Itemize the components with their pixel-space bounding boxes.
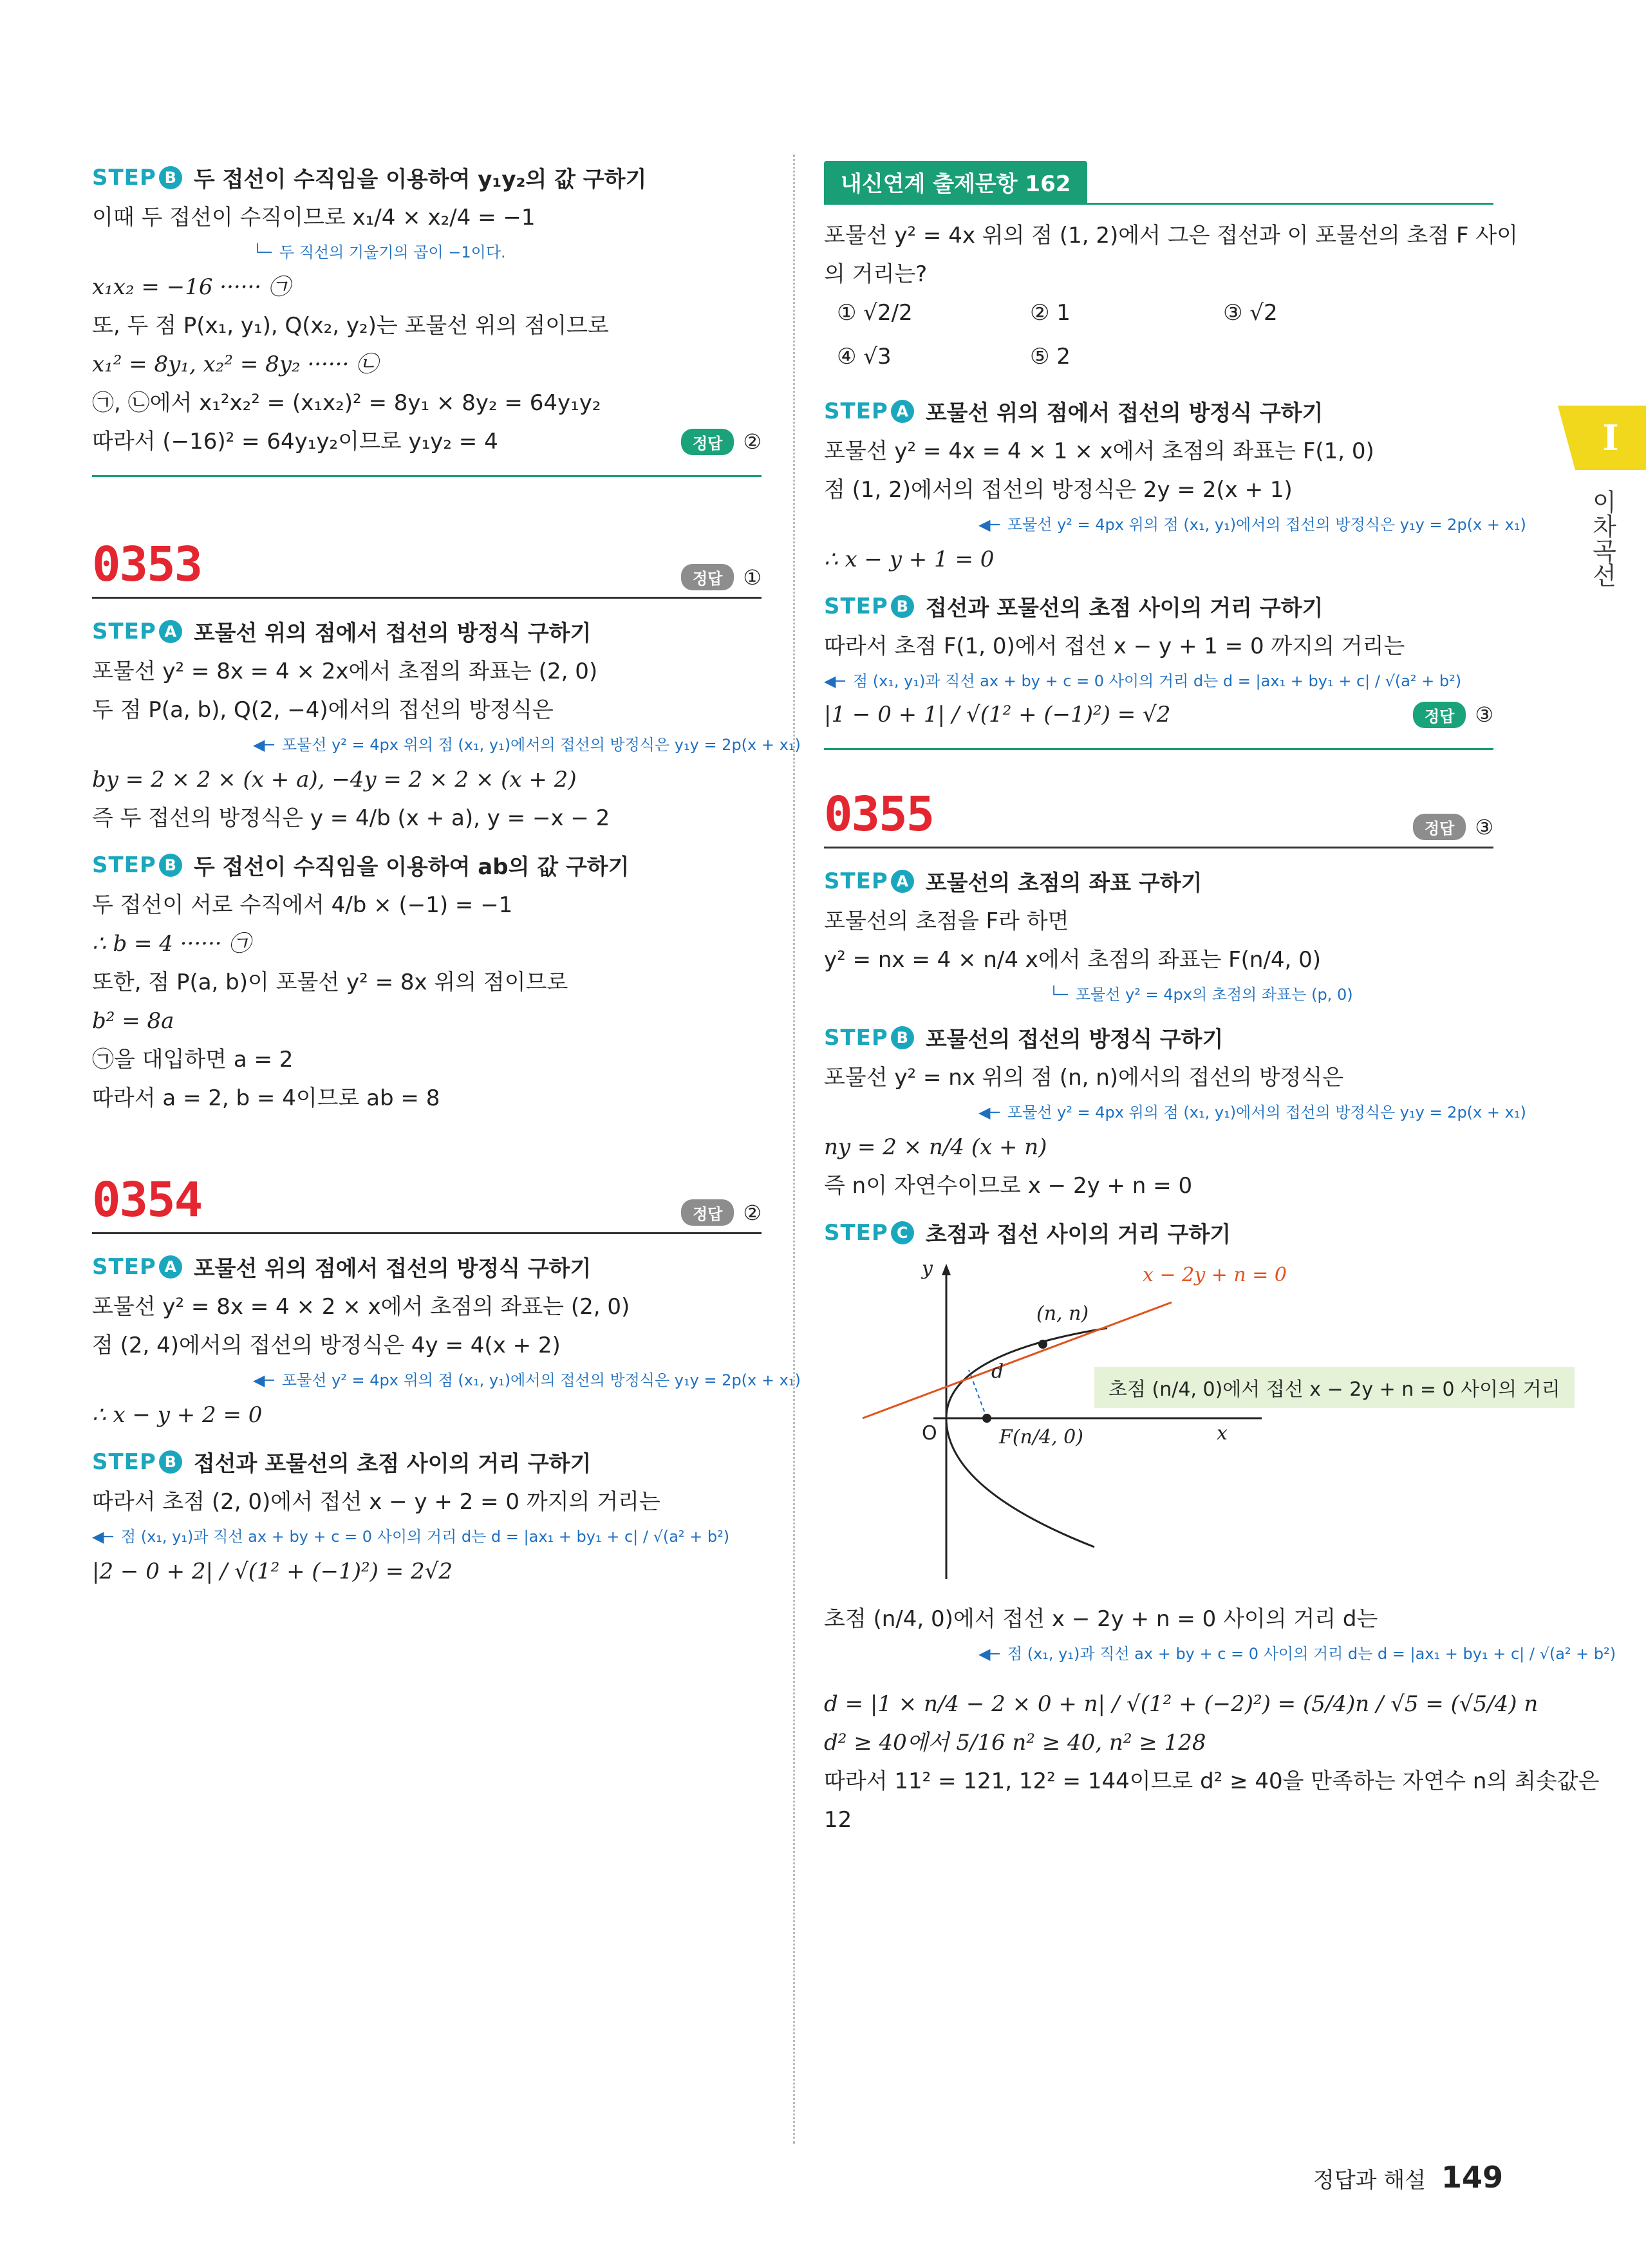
question-line: 의 거리는? — [824, 261, 928, 287]
solution-line: 이때 두 접선이 수직이므로 x₁/4 × x₂/4 = −1 — [92, 205, 536, 230]
step-a-heading: STEP A 포물선의 초점의 좌표 구하기 — [824, 865, 1493, 897]
solution-line: d = |1 × n/4 − 2 × 0 + n| / √(1² + (−2)²) = (5/4)n / √5 = (√5/4) n — [824, 1691, 1538, 1717]
solution-line: y² = nx = 4 × n/4 x에서 초점의 좌표는 F(n/4, 0) — [824, 947, 1322, 973]
step-title: 두 접선이 수직임을 이용하여 y₁y₂의 값 구하기 — [193, 167, 647, 192]
hint-note: ◀─ 점 (x₁, y₁)과 직선 ax + by + c = 0 사이의 거리 d는 d = |ax₁ + by₁ + c| / √(a² + b²) — [92, 1528, 730, 1546]
point-label: (n, n) — [1036, 1302, 1089, 1325]
solution-line: b² = 8a — [92, 1008, 174, 1034]
solution-line: |2 − 0 + 2| / √(1² + (−1)²) = 2√2 — [92, 1559, 453, 1584]
answer-value: ③ — [1475, 814, 1493, 839]
solution-line: 또, 두 점 P(x₁, y₁), Q(x₂, y₂)는 포물선 위의 점이므로 — [92, 313, 609, 339]
hint-arrow-icon: └─ — [253, 243, 272, 261]
answer-badge: 정답 — [681, 429, 734, 455]
solution-line: 따라서 11² = 121, 12² = 144이므로 d² ≥ 40을 만족하는 자연수 n의 최솟값은 — [824, 1768, 1600, 1794]
step-letter-badge: A — [159, 620, 182, 643]
arrow-left-icon: ◀─ — [978, 1645, 1000, 1663]
distance-label: d — [991, 1360, 1004, 1383]
chapter-title: 이차곡선 — [1588, 489, 1616, 587]
focus-label: F(n/4, 0) — [999, 1426, 1083, 1448]
solution-line: ny = 2 × n/4 (x + n) — [824, 1134, 1047, 1160]
solution-line: d² ≥ 40에서 5/16 n² ≥ 40, n² ≥ 128 — [824, 1730, 1206, 1756]
page-footer — [1313, 2160, 1503, 2195]
solution-line: ∴ b = 4 ······ ㉠ — [92, 931, 251, 957]
y-axis-arrow-icon — [942, 1264, 951, 1275]
problem-number: 0354 — [92, 1172, 202, 1228]
step-title: 접선과 포물선의 초점 사이의 거리 구하기 — [925, 595, 1323, 621]
problem-header — [92, 539, 762, 599]
footer-label: 정답과 해설 — [1313, 2168, 1426, 2193]
solution-line: 포물선 y² = 4x = 4 × 1 × x에서 초점의 좌표는 F(1, 0) — [824, 438, 1374, 464]
x-axis-label: x — [1217, 1422, 1228, 1445]
choice-item: ⑤ 2 — [1030, 344, 1071, 370]
arrow-left-icon: ◀─ — [824, 672, 845, 690]
solution-line: 두 점 P(a, b), Q(2, −4)에서의 접선의 방정식은 — [92, 697, 554, 723]
step-b-heading: STEP B 접선과 포물선의 초점 사이의 거리 구하기 — [824, 590, 1493, 622]
problem-answer — [1413, 814, 1493, 840]
hint-arrow-icon: └─ — [1049, 986, 1068, 1004]
solution-line: x₁² = 8y₁, x₂² = 8y₂ ······ ㉡ — [92, 351, 379, 377]
step-title: 포물선 위의 점에서 접선의 방정식 구하기 — [925, 400, 1323, 426]
solution-line: ∴ x − y + 2 = 0 — [92, 1402, 263, 1428]
problem-header — [824, 789, 1493, 848]
step-b-heading: STEP B 포물선의 접선의 방정식 구하기 — [824, 1022, 1493, 1053]
page-number: 149 — [1441, 2160, 1504, 2195]
tangent-point — [1038, 1340, 1047, 1349]
question-line: 포물선 y² = 4x 위의 점 (1, 2)에서 그은 접선과 이 포물선의 초점 F 사이 — [824, 223, 1519, 248]
answer-value: ① — [743, 565, 762, 590]
solution-line: 12 — [824, 1807, 852, 1833]
step-a-heading: STEP A 포물선 위의 점에서 접선의 방정식 구하기 — [92, 615, 762, 647]
side-tab-corner — [1558, 406, 1575, 470]
step-b-heading: STEP B 접선과 포물선의 초점 사이의 거리 구하기 — [92, 1446, 762, 1477]
step-letter-badge: C — [891, 1221, 914, 1244]
tangent-line-label: x − 2y + n = 0 — [1143, 1264, 1287, 1286]
solution-line: 즉 두 접선의 방정식은 y = 4/b (x + a), y = −x − 2 — [92, 805, 610, 831]
solution-line: 포물선의 초점을 F라 하면 — [824, 908, 1069, 934]
answer-value: ② — [743, 1200, 762, 1225]
arrow-left-icon: ◀─ — [253, 736, 274, 754]
hint-note: └─ 포물선 y² = 4px의 초점의 좌표는 (p, 0) — [1049, 986, 1353, 1004]
related-problem-header — [824, 161, 1493, 205]
step-title: 포물선의 접선의 방정식 구하기 — [925, 1027, 1224, 1053]
hint-note: ◀─ 포물선 y² = 4px 위의 점 (x₁, y₁)에서의 접선의 방정식은 y₁y = 2p(x + x₁) — [978, 516, 1526, 534]
step-a-heading: STEP A 포물선 위의 점에서 접선의 방정식 구하기 — [824, 395, 1493, 427]
step-letter-badge: B — [891, 1026, 914, 1049]
origin-label: O — [922, 1422, 937, 1445]
step-letter-badge: B — [159, 1450, 182, 1474]
focus-point — [982, 1414, 991, 1423]
problem-header — [92, 1174, 762, 1234]
choice-item: ④ √3 — [837, 344, 892, 370]
answer-badge: 정답 — [1413, 702, 1466, 728]
solution-line: 두 접선이 서로 수직에서 4/b × (−1) = −1 — [92, 892, 513, 918]
step-b-heading: STEP B 두 접선이 수직임을 이용하여 y₁y₂의 값 구하기 — [92, 162, 762, 193]
solution-line: 포물선 y² = 8x = 4 × 2 × x에서 초점의 좌표는 (2, 0) — [92, 1294, 630, 1320]
arrow-left-icon: ◀─ — [92, 1528, 113, 1546]
arrow-left-icon: ◀─ — [978, 1103, 1000, 1121]
related-problem-label: 내신연계 출제문항 162 — [824, 161, 1087, 203]
hint-note: └─ 두 직선의 기울기의 곱이 −1이다. — [253, 243, 506, 261]
hint-note: ◀─ 포물선 y² = 4px 위의 점 (x₁, y₁)에서의 접선의 방정식은 y₁y = 2p(x + x₁) — [253, 1371, 801, 1389]
step-title: 포물선의 초점의 좌표 구하기 — [925, 870, 1202, 896]
solution-line: ㉠, ㉡에서 x₁²x₂² = (x₁x₂)² = 8y₁ × 8y₂ = 64y₁y₂ — [92, 390, 601, 416]
answer-badge: 정답 — [681, 564, 734, 590]
hint-note: ◀─ 포물선 y² = 4px 위의 점 (x₁, y₁)에서의 접선의 방정식은 y₁y = 2p(x + x₁) — [253, 736, 801, 754]
chapter-tab: I — [1575, 406, 1646, 470]
choice-list — [837, 300, 1493, 370]
solution-line: x₁x₂ = −16 ······ ㉠ — [92, 274, 290, 300]
solution-line: ∴ x − y + 1 = 0 — [824, 547, 995, 572]
parabola-tangent-graph — [824, 1257, 1560, 1592]
answer-row — [824, 700, 1493, 729]
solution-line: 포물선 y² = nx 위의 점 (n, n)에서의 접선의 방정식은 — [824, 1065, 1344, 1091]
answer-value: ② — [743, 429, 762, 454]
problem-number: 0355 — [824, 787, 934, 842]
y-axis-label: y — [922, 1257, 933, 1280]
hint-note: ◀─ 점 (x₁, y₁)과 직선 ax + by + c = 0 사이의 거리 d는 d = |ax₁ + by₁ + c| / √(a² + b²) — [978, 1645, 1616, 1663]
solution-line: 즉 n이 자연수이므로 x − 2y + n = 0 — [824, 1173, 1193, 1199]
step-letter-badge: B — [159, 854, 182, 877]
problem-answer — [681, 564, 762, 590]
step-title: 두 접선이 수직임을 이용하여 ab의 값 구하기 — [193, 854, 630, 880]
solution-line: 따라서 초점 (2, 0)에서 접선 x − y + 2 = 0 까지의 거리는 — [92, 1489, 660, 1515]
graph-callout: 초점 (n/4, 0)에서 접선 x − 2y + n = 0 사이의 거리 — [1094, 1367, 1575, 1408]
choice-item: ② 1 — [1030, 300, 1071, 326]
section-divider — [92, 475, 762, 477]
solution-line: 점 (1, 2)에서의 접선의 방정식은 2y = 2(x + 1) — [824, 477, 1293, 503]
step-letter-badge: A — [891, 870, 914, 893]
solution-line: 따라서 (−16)² = 64y₁y₂이므로 y₁y₂ = 4 — [92, 429, 498, 455]
problem-number: 0353 — [92, 537, 202, 592]
distance-segment — [969, 1370, 987, 1418]
solution-line: |1 − 0 + 1| / √(1² + (−1)²) = √2 — [824, 702, 1171, 727]
solution-line: by = 2 × 2 × (x + a), −4y = 2 × 2 × (x + 2) — [92, 767, 577, 792]
answer-value: ③ — [1475, 702, 1493, 727]
answer-badge: 정답 — [1413, 814, 1466, 840]
step-title: 접선과 포물선의 초점 사이의 거리 구하기 — [193, 1451, 592, 1477]
arrow-left-icon: ◀─ — [253, 1371, 274, 1389]
problem-answer — [681, 1199, 762, 1226]
step-title: 초점과 접선 사이의 거리 구하기 — [925, 1222, 1231, 1248]
solution-line: 포물선 y² = 8x = 4 × 2x에서 초점의 좌표는 (2, 0) — [92, 659, 598, 684]
step-title: 포물선 위의 점에서 접선의 방정식 구하기 — [193, 621, 592, 646]
solution-line: 초점 (n/4, 0)에서 접선 x − 2y + n = 0 사이의 거리 d는 — [824, 1606, 1378, 1632]
step-letter-badge: A — [159, 1255, 182, 1279]
hint-note: ◀─ 점 (x₁, y₁)과 직선 ax + by + c = 0 사이의 거리 d는 d = |ax₁ + by₁ + c| / √(a² + b²) — [824, 672, 1462, 690]
step-a-heading: STEP A 포물선 위의 점에서 접선의 방정식 구하기 — [92, 1251, 762, 1282]
column-divider — [793, 155, 795, 2144]
step-b-heading: STEP B 두 접선이 수직임을 이용하여 ab의 값 구하기 — [92, 849, 762, 881]
solution-line: 따라서 a = 2, b = 4이므로 ab = 8 — [92, 1085, 440, 1111]
answer-row — [92, 427, 762, 456]
hint-note: ◀─ 포물선 y² = 4px 위의 점 (x₁, y₁)에서의 접선의 방정식은 y₁y = 2p(x + x₁) — [978, 1103, 1526, 1121]
step-letter-badge: A — [891, 400, 914, 423]
step-c-heading: STEP C 초점과 접선 사이의 거리 구하기 — [824, 1217, 1493, 1248]
answer-badge: 정답 — [681, 1199, 734, 1226]
left-column — [92, 145, 801, 1596]
solution-line: ㉠을 대입하면 a = 2 — [92, 1047, 294, 1073]
step-title: 포물선 위의 점에서 접선의 방정식 구하기 — [193, 1256, 592, 1282]
solution-line: 또한, 점 P(a, b)이 포물선 y² = 8x 위의 점이므로 — [92, 970, 568, 995]
choice-item: ③ √2 — [1223, 300, 1278, 326]
choice-item: ① √2/2 — [837, 300, 913, 326]
solution-line: 점 (2, 4)에서의 접선의 방정식은 4y = 4(x + 2) — [92, 1333, 561, 1358]
section-divider — [824, 748, 1493, 750]
step-letter-badge: B — [159, 166, 182, 189]
step-letter-badge: B — [891, 595, 914, 618]
arrow-left-icon: ◀─ — [978, 516, 1000, 534]
solution-line: 따라서 초점 F(1, 0)에서 접선 x − y + 1 = 0 까지의 거리는 — [824, 633, 1405, 659]
